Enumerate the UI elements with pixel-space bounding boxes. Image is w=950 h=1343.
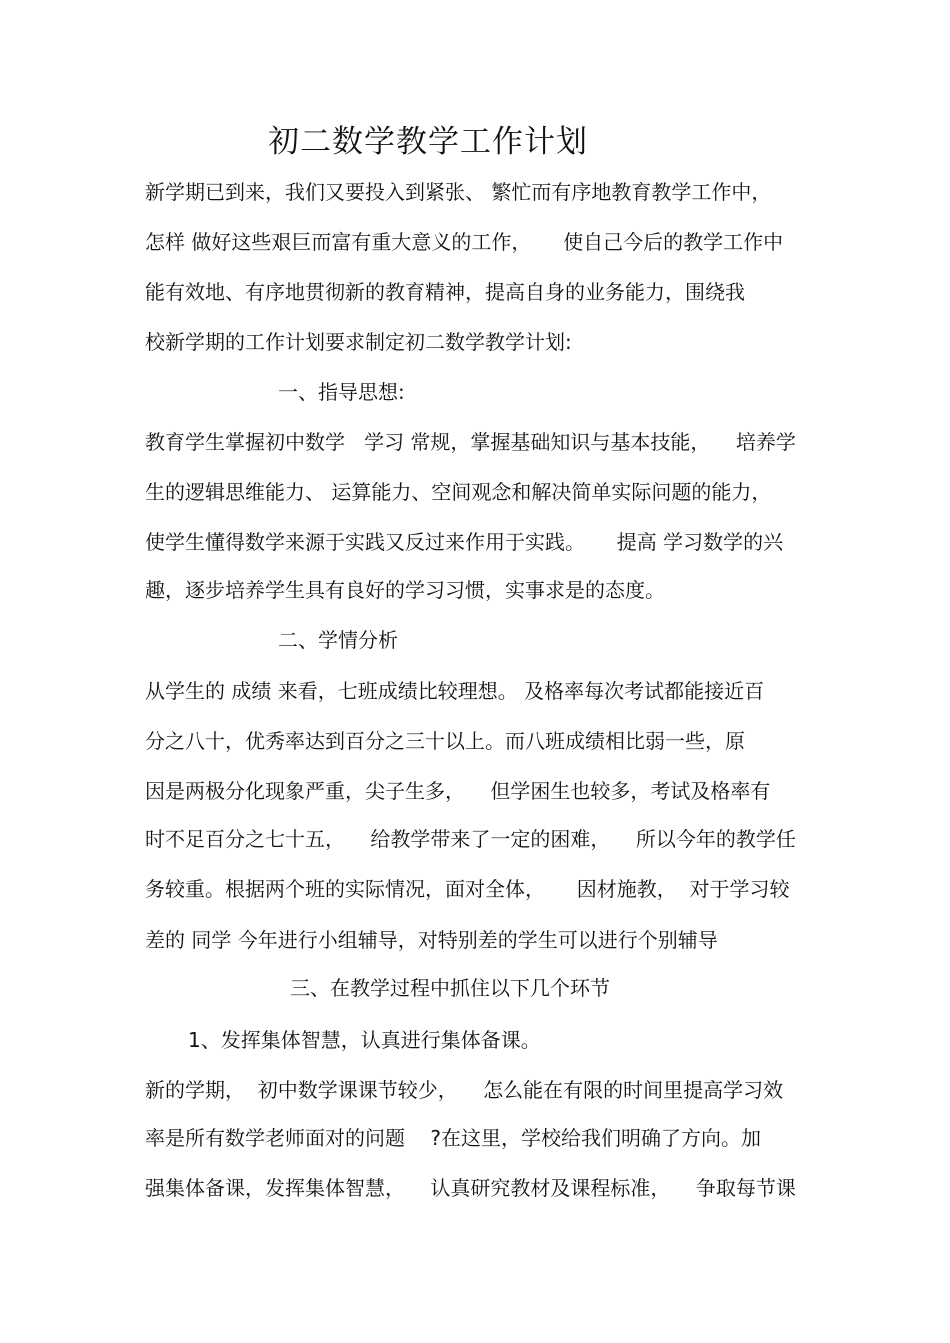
section-2-heading: 二、学情分析 [278,628,398,652]
section-1-line-2: 生的逻辑思维能力、 运算能力、空间观念和解决简单实际问题的能力， [145,480,772,504]
section-2-line-4: 时不足百分之七十五， 给教学带来了一定的困难， 所以今年的教学任 [145,827,796,851]
section-2-line-2: 分之八十，优秀率达到百分之三十以上。而八班成绩相比弱一些，原 [145,729,745,753]
section-2-line-6: 差的 同学 今年进行小组辅导，对特别差的学生可以进行个别辅导 [145,928,718,952]
section-1-heading: 一、指导思想: [278,380,405,404]
section-2-line-1: 从学生的 成绩 来看，七班成绩比较理想。 及格率每次考试都能接近百 [145,679,765,703]
section-2-line-5: 务较重。根据两个班的实际情况，面对全体， 因材施教， 对于学习较 [145,877,790,901]
section-3-heading: 三、在教学过程中抓住以下几个环节 [290,976,610,1000]
document-title: 初二数学教学工作计划 [268,124,588,160]
section-1-line-4: 趣，逐步培养学生具有良好的学习习惯，实事求是的态度。 [145,578,665,602]
intro-line-1: 新学期已到来，我们又要投入到紧张、 繁忙而有序地教育教学工作中， [145,180,772,204]
subsection-1-line-2: 率是所有数学老师面对的问题 ?在这里，学校给我们明确了方向。加 [145,1126,762,1150]
section-1-line-3: 使学生懂得数学来源于实践又反过来作用于实践。 提高 学习数学的兴 [145,530,784,554]
subsection-1-line-1: 新的学期， 初中数学课课节较少， 怎么能在有限的时间里提高学习效 [145,1078,784,1102]
subsection-1-line-3: 强集体备课，发挥集体智慧， 认真研究教材及课程标准， 争取每节课 [145,1176,796,1200]
intro-line-3: 能有效地、有序地贯彻新的教育精神，提高自身的业务能力，围绕我 [145,280,745,304]
section-1-line-1: 教育学生掌握初中数学 学习 常规，掌握基础知识与基本技能， 培养学 [145,430,796,454]
subsection-1-heading: 1、发挥集体智慧，认真进行集体备课。 [188,1028,541,1052]
section-2-line-3: 因是两极分化现象严重，尖子生多， 但学困生也较多，考试及格率有 [145,779,771,803]
intro-line-4: 校新学期的工作计划要求制定初二数学教学计划: [145,330,572,354]
intro-line-2: 怎样 做好这些艰巨而富有重大意义的工作， 使自己今后的教学工作中 [145,230,784,254]
